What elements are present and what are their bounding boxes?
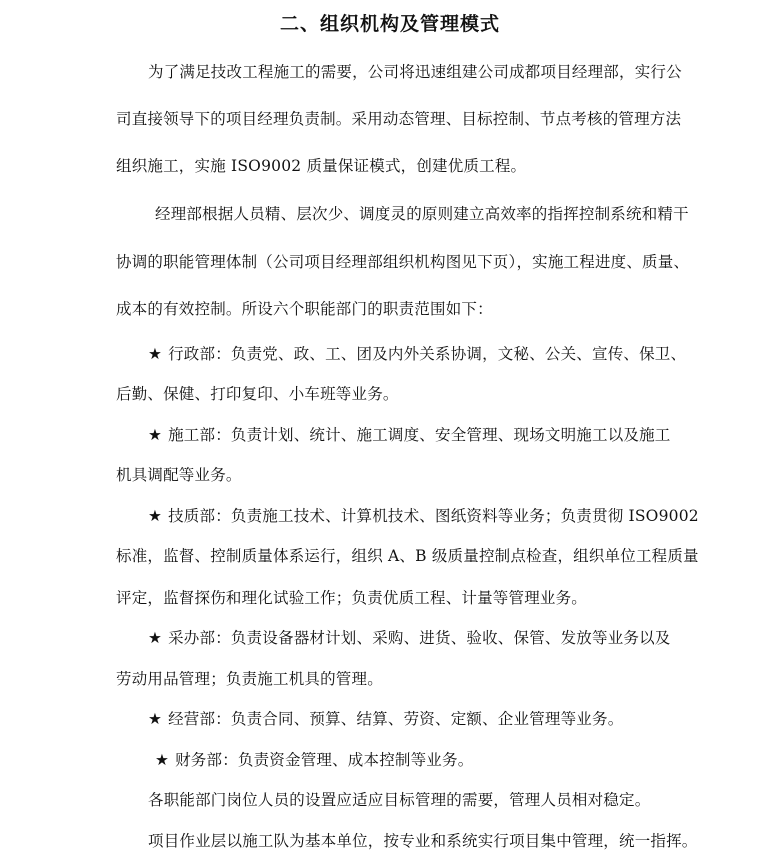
paragraph-staffing: 各职能部门岗位人员的设置应适应目标管理的需要，管理人员相对稳定。	[148, 791, 651, 809]
text-line	[155, 750, 473, 770]
dept-text: 技质部：负责施工技术、计算机技术、图纸资料等业务；负责贯彻 ISO9002	[168, 507, 699, 525]
star-bullet-icon: ★	[148, 426, 163, 444]
star-bullet-icon: ★	[148, 629, 163, 647]
dept-text: 施工部：负责计划、统计、施工调度、安全管理、现场文明施工以及施工	[168, 426, 671, 444]
star-bullet-icon: ★	[148, 507, 163, 525]
text-line	[148, 709, 623, 729]
text-line: 标准，监督、控制质量体系运行，组织 A、B 级质量控制点检查，组织单位工程质量	[116, 547, 699, 565]
text-line: 协调的职能管理体制（公司项目经理部组织机构图见下页），实施工程进度、质量、	[116, 253, 690, 271]
text-line: 劳动用品管理；负责施工机具的管理。	[116, 670, 383, 688]
text-line: 成本的有效控制。所设六个职能部门的职责范围如下：	[116, 300, 493, 318]
text-line	[148, 344, 686, 364]
dept-text: 经营部：负责合同、预算、结算、劳资、定额、企业管理等业务。	[168, 710, 624, 728]
text-line	[148, 506, 699, 526]
text-line: 后勤、保健、打印复印、小车班等业务。	[116, 385, 399, 403]
star-bullet-icon: ★	[148, 345, 163, 363]
text-line: 组织施工，实施 ISO9002 质量保证模式，创建优质工程。	[116, 157, 527, 175]
star-bullet-icon: ★	[155, 751, 170, 769]
paragraph-work-layer: 项目作业层以施工队为基本单位，按专业和系统实行项目集中管理，统一指挥。	[148, 832, 698, 850]
text-line: 经理部根据人员精、层次少、调度灵的原则建立高效率的指挥控制系统和精干	[155, 205, 689, 223]
dept-text: 行政部：负责党、政、工、团及内外关系协调，文秘、公关、宣传、保卫、	[168, 345, 687, 363]
text-line	[148, 425, 671, 445]
star-bullet-icon: ★	[148, 710, 163, 728]
text-line: 机具调配等业务。	[116, 466, 242, 484]
text-line: 为了满足技改工程施工的需要，公司将迅速组建公司成都项目经理部，实行公	[148, 63, 682, 81]
section-heading: 二、组织机构及管理模式	[279, 13, 500, 35]
text-line: 评定，监督探伤和理化试验工作；负责优质工程、计量等管理业务。	[116, 589, 588, 607]
dept-text: 采办部：负责设备器材计划、采购、进货、验收、保管、发放等业务以及	[168, 629, 671, 647]
text-line	[148, 628, 671, 648]
dept-text: 财务部：负责资金管理、成本控制等业务。	[175, 751, 474, 769]
text-line: 司直接领导下的项目经理负责制。采用动态管理、目标控制、节点考核的管理方法	[116, 110, 682, 128]
